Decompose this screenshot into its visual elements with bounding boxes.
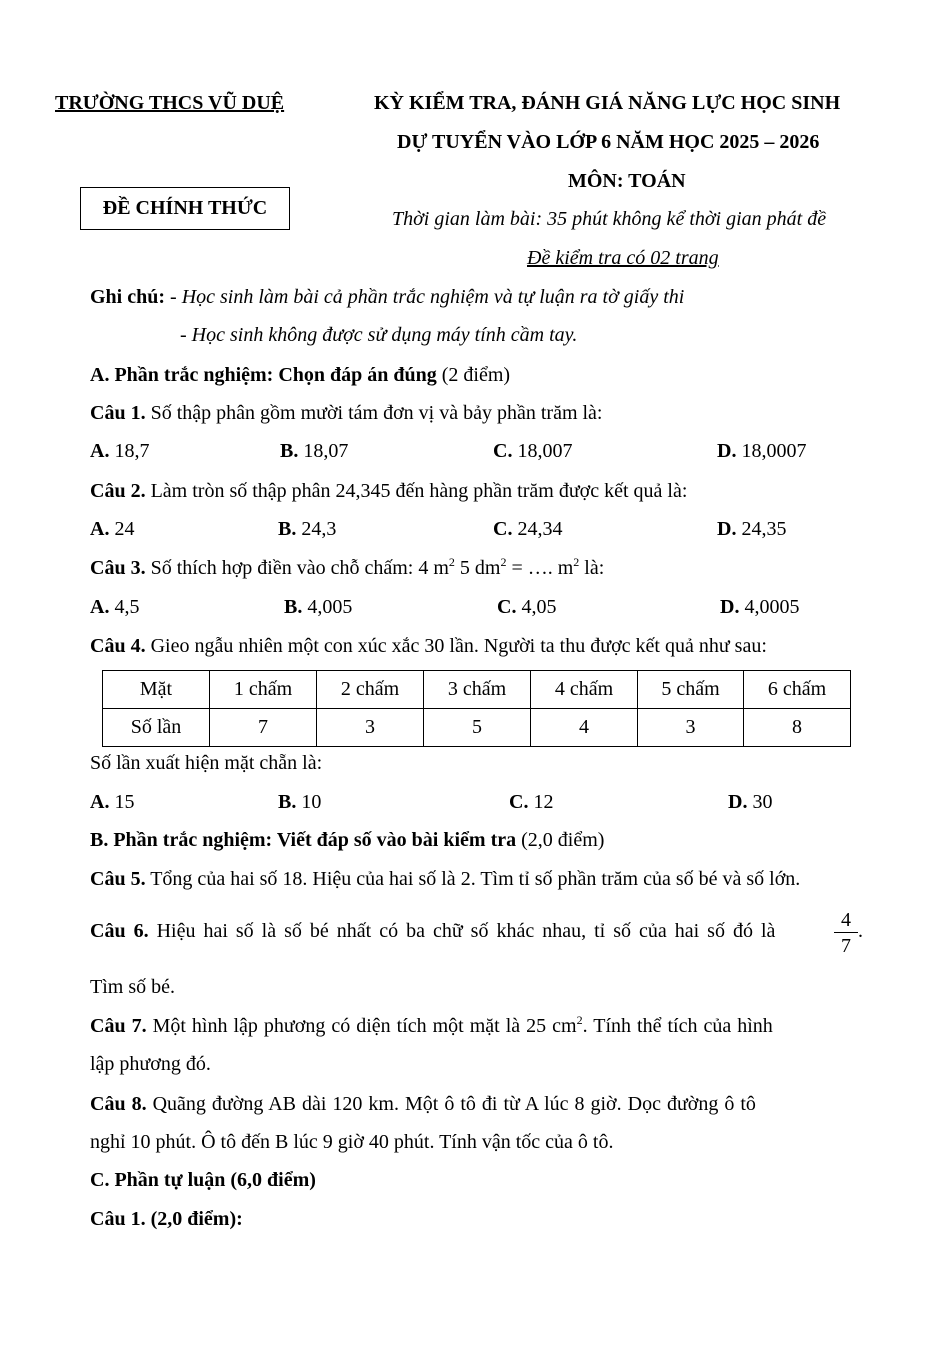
section-b-heading xyxy=(90,829,604,852)
q4-option-c: C. 12 xyxy=(509,791,554,813)
question-1 xyxy=(90,402,603,425)
subject: MÔN: TOÁN xyxy=(568,170,686,192)
notes-text1: - Học sinh làm bài cả phần trắc nghiệm và tự luận ra tờ giấy thi xyxy=(170,286,685,308)
notes-line2: - Học sinh không được sử dụng máy tính cầm tay. xyxy=(180,324,578,346)
table-cell: 1 chấm xyxy=(210,671,317,709)
pages-note: Đề kiểm tra có 02 trang xyxy=(527,247,719,269)
q1-option-c: C. 18,007 xyxy=(493,440,573,462)
question-7: Câu 7. Một hình lập phương có diện tích một mặt là 25 $cm^2$. Tính thể tích của hình xyxy=(90,1013,773,1037)
fraction-numerator: 4 xyxy=(834,908,858,933)
question-4-after-text: Số lần xuất hiện mặt chẵn là: xyxy=(90,752,323,774)
question-4-label: Câu 4. xyxy=(90,635,146,657)
notes-label: Ghi chú: xyxy=(90,286,166,308)
question-1-label: Câu 1. xyxy=(90,402,146,424)
section-b-title: B. Phần trắc nghiệm: Viết đáp số vào bài kiểm tra xyxy=(90,829,517,851)
q2-option-b: B. 24,3 xyxy=(278,518,337,540)
q1-option-d: D. 18,0007 xyxy=(717,440,807,462)
question-3 xyxy=(90,557,604,580)
table-cell: 8 xyxy=(744,709,851,747)
section-c-title: C. Phần tự luận (6,0 điểm) xyxy=(90,1169,316,1191)
question-6-line2: Tìm số bé. xyxy=(90,976,175,998)
official-badge: ĐỀ CHÍNH THỨC xyxy=(80,187,290,230)
table-cell: 4 xyxy=(531,709,638,747)
question-2 xyxy=(90,480,687,503)
q2-option-d: D. 24,35 xyxy=(717,518,787,540)
exam-title-line1: KỲ KIỂM TRA, ĐÁNH GIÁ NĂNG LỰC HỌC SINH xyxy=(374,92,841,114)
question-3-text: Số thích hợp điền vào chỗ chấm: 4 $m^2$ 5 $dm^2$ = …. $m^2$ là: xyxy=(150,555,605,579)
time-note: Thời gian làm bài: 35 phút không kể thời gian phát đề xyxy=(392,208,827,230)
fraction-4-7 xyxy=(834,908,858,959)
q3-option-c: C. 4,05 xyxy=(497,596,557,618)
table-cell: Mặt xyxy=(103,671,210,709)
question-2-label: Câu 2. xyxy=(90,480,146,502)
q2-option-a: A. 24 xyxy=(90,518,135,540)
question-7-line2: lập phương đó. xyxy=(90,1053,211,1075)
q4-option-d: D. 30 xyxy=(728,791,773,813)
question-1-text: Số thập phân gồm mười tám đơn vị và bảy phần trăm là: xyxy=(150,402,603,424)
table-cell: 5 chấm xyxy=(638,671,744,709)
question-2-text: Làm tròn số thập phân 24,345 đến hàng phần trăm được kết quả là: xyxy=(150,480,688,502)
section-c-question-1: Câu 1. (2,0 điểm): xyxy=(90,1208,243,1230)
question-5: Câu 5. Tổng của hai số 18. Hiệu của hai số là 2. Tìm tỉ số phần trăm của số bé và số lớn. xyxy=(90,868,801,890)
q4-option-b: B. 10 xyxy=(278,791,322,813)
notes-line1 xyxy=(90,286,684,309)
table-cell: 6 chấm xyxy=(744,671,851,709)
q1-option-a: A. 18,7 xyxy=(90,440,150,462)
question-6-end: . xyxy=(858,920,863,942)
exam-title-line2: DỰ TUYỂN VÀO LỚP 6 NĂM HỌC 2025 – 2026 xyxy=(397,131,820,153)
section-a-title: A. Phần trắc nghiệm: Chọn đáp án đúng xyxy=(90,364,437,386)
question-8-line2: nghỉ 10 phút. Ô tô đến B lúc 9 giờ 40 phút. Tính vận tốc của ô tô. xyxy=(90,1131,614,1153)
question-4 xyxy=(90,635,767,658)
section-b-points: (2,0 điểm) xyxy=(521,829,605,851)
section-a-points: (2 điểm) xyxy=(441,364,511,386)
table-cell: 7 xyxy=(210,709,317,747)
table-cell: 4 chấm xyxy=(531,671,638,709)
q3-option-d: D. 4,0005 xyxy=(720,596,800,618)
question-4-text: Gieo ngẫu nhiên một con xúc xắc 30 lần. Người ta thu được kết quả như sau: xyxy=(150,635,767,657)
q3-option-b: B. 4,005 xyxy=(284,596,353,618)
q3-option-a: A. 4,5 xyxy=(90,596,140,618)
q2-option-c: C. 24,34 xyxy=(493,518,563,540)
table-cell: 5 xyxy=(424,709,531,747)
question-3-label: Câu 3. xyxy=(90,557,146,579)
section-a-heading xyxy=(90,364,510,387)
question-6: Câu 6. Hiệu hai số là số bé nhất có ba chữ số khác nhau, tỉ số của hai số đó là xyxy=(90,920,776,942)
table-cell: 3 xyxy=(317,709,424,747)
question-8: Câu 8. Quãng đường AB dài 120 km. Một ô tô đi từ A lúc 8 giờ. Dọc đường ô tô xyxy=(90,1093,756,1115)
dice-results-table xyxy=(102,670,851,747)
fraction-denominator: 7 xyxy=(841,935,851,957)
table-row-counts xyxy=(103,709,851,747)
table-cell: Số lần xyxy=(103,709,210,747)
school-name: TRƯỜNG THCS VŨ DUỆ xyxy=(55,92,285,114)
q1-option-b: B. 18,07 xyxy=(280,440,349,462)
table-row-header xyxy=(103,671,851,709)
table-cell: 2 chấm xyxy=(317,671,424,709)
q4-option-a: A. 15 xyxy=(90,791,135,813)
table-cell: 3 chấm xyxy=(424,671,531,709)
table-cell: 3 xyxy=(638,709,744,747)
